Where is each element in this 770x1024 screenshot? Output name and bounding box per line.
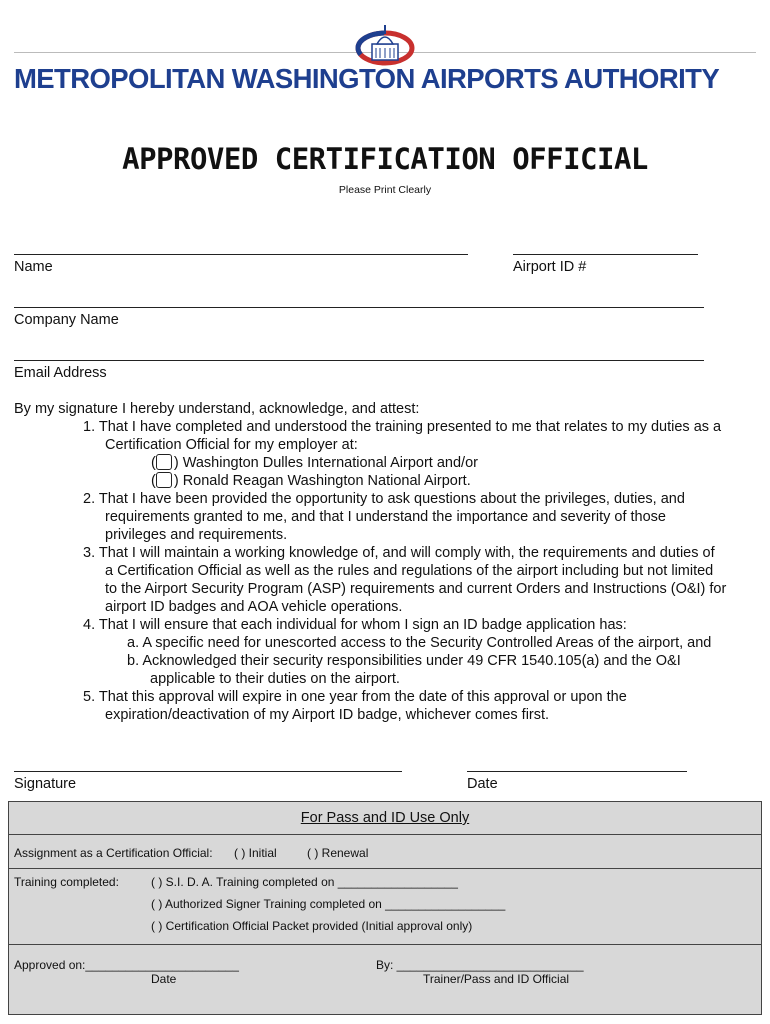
sida-training-option[interactable]: ( ) S.I. D. A. Training completed on __________________ <box>151 875 458 889</box>
reagan-option: ( ) Ronald Reagan Washington National Airport. <box>151 473 471 489</box>
approved-by-label: Trainer/Pass and ID Official <box>423 972 570 986</box>
assignment-label: Assignment as a Certification Official: <box>14 846 213 860</box>
company-field[interactable] <box>14 307 704 308</box>
form-title: APPROVED CERTIFICATION OFFICIAL <box>122 142 648 176</box>
name-field[interactable] <box>14 254 468 255</box>
signature-field[interactable] <box>14 771 402 772</box>
attest-item-4b: applicable to their duties on the airport. <box>150 671 400 687</box>
office-use-divider <box>8 834 762 835</box>
name-label: Name <box>14 259 53 275</box>
approved-date-label: Date <box>151 972 177 986</box>
reagan-checkbox[interactable] <box>156 472 172 488</box>
initial-option[interactable]: ( ) Initial <box>234 846 277 860</box>
renewal-option[interactable]: ( ) Renewal <box>307 846 369 860</box>
attest-item-4a: a. A specific need for unescorted access to the Security Controlled Areas of the airport, and <box>127 635 712 651</box>
airport-id-field[interactable] <box>513 254 698 255</box>
company-label: Company Name <box>14 312 119 328</box>
attest-intro: By my signature I hereby understand, acknowledge, and attest: <box>14 401 420 417</box>
training-label: Training completed: <box>14 875 119 889</box>
office-use-divider <box>8 944 762 945</box>
attest-item-1-line: 1. That I have completed and understood the training presented to me that relates to my duties as a <box>83 419 722 435</box>
dulles-checkbox[interactable] <box>156 454 172 470</box>
organization-name: METROPOLITAN WASHINGTON AIRPORTS AUTHORITY <box>14 63 720 94</box>
attest-item-5-line: expiration/deactivation of my Airport ID badge, whichever comes first. <box>105 707 550 723</box>
dulles-label: ) Washington Dulles International Airport and/or <box>173 455 478 471</box>
packet-option[interactable]: ( ) Certification Official Packet provided (Initial approval only) <box>151 919 473 933</box>
attest-item-3-line: to the Airport Security Program (ASP) requirements and current Orders and Instructions (O&I) for <box>105 581 727 597</box>
attest-item-4b: b. Acknowledged their security responsibilities under 49 CFR 1540.105(a) and the O&I <box>127 653 681 669</box>
office-use-heading-text: For Pass and ID Use Only <box>300 810 470 826</box>
date-label: Date <box>467 776 498 792</box>
attest-item-3-line: airport ID badges and AOA vehicle operations. <box>105 599 403 615</box>
signature-label: Signature <box>14 776 77 792</box>
office-use-divider <box>8 868 762 869</box>
attest-item-2-line: requirements granted to me, and that I understand the importance and severity of those <box>105 509 666 525</box>
reagan-label: ) Ronald Reagan Washington National Airport. <box>173 473 471 489</box>
attest-item-2-line: 2. That I have been provided the opportunity to ask questions about the privileges, duties, and <box>83 491 685 507</box>
approved-on-field[interactable]: Approved on:_______________________ <box>14 958 239 972</box>
attest-item-3-line: 3. That I will maintain a working knowledge of, and will comply with, the requirements and duties of <box>83 545 715 561</box>
attest-item-2-line: privileges and requirements. <box>105 527 288 543</box>
date-field[interactable] <box>467 771 687 772</box>
attest-item-5-line: 5. That this approval will expire in one year from the date of this approval or upon the <box>83 689 627 705</box>
attest-item-1-line: Certification Official for my employer at: <box>105 437 358 453</box>
email-field[interactable] <box>14 360 704 361</box>
form-subtitle: Please Print Clearly <box>338 184 432 196</box>
attest-item-1 <box>83 418 726 724</box>
dulles-option: ( ) Washington Dulles International Airport and/or <box>151 455 478 471</box>
attest-item-3-line: a Certification Official as well as the rules and regulations of the airport including but not limited <box>105 563 714 579</box>
office-use-heading <box>0 810 770 826</box>
airport-id-label: Airport ID # <box>513 259 587 275</box>
approved-by-field[interactable]: By: ____________________________ <box>376 958 584 972</box>
signer-training-option[interactable]: ( ) Authorized Signer Training completed on __________________ <box>151 897 506 911</box>
email-label: Email Address <box>14 365 107 381</box>
attest-item-4-line: 4. That I will ensure that each individual for whom I sign an ID badge application has: <box>83 617 627 633</box>
